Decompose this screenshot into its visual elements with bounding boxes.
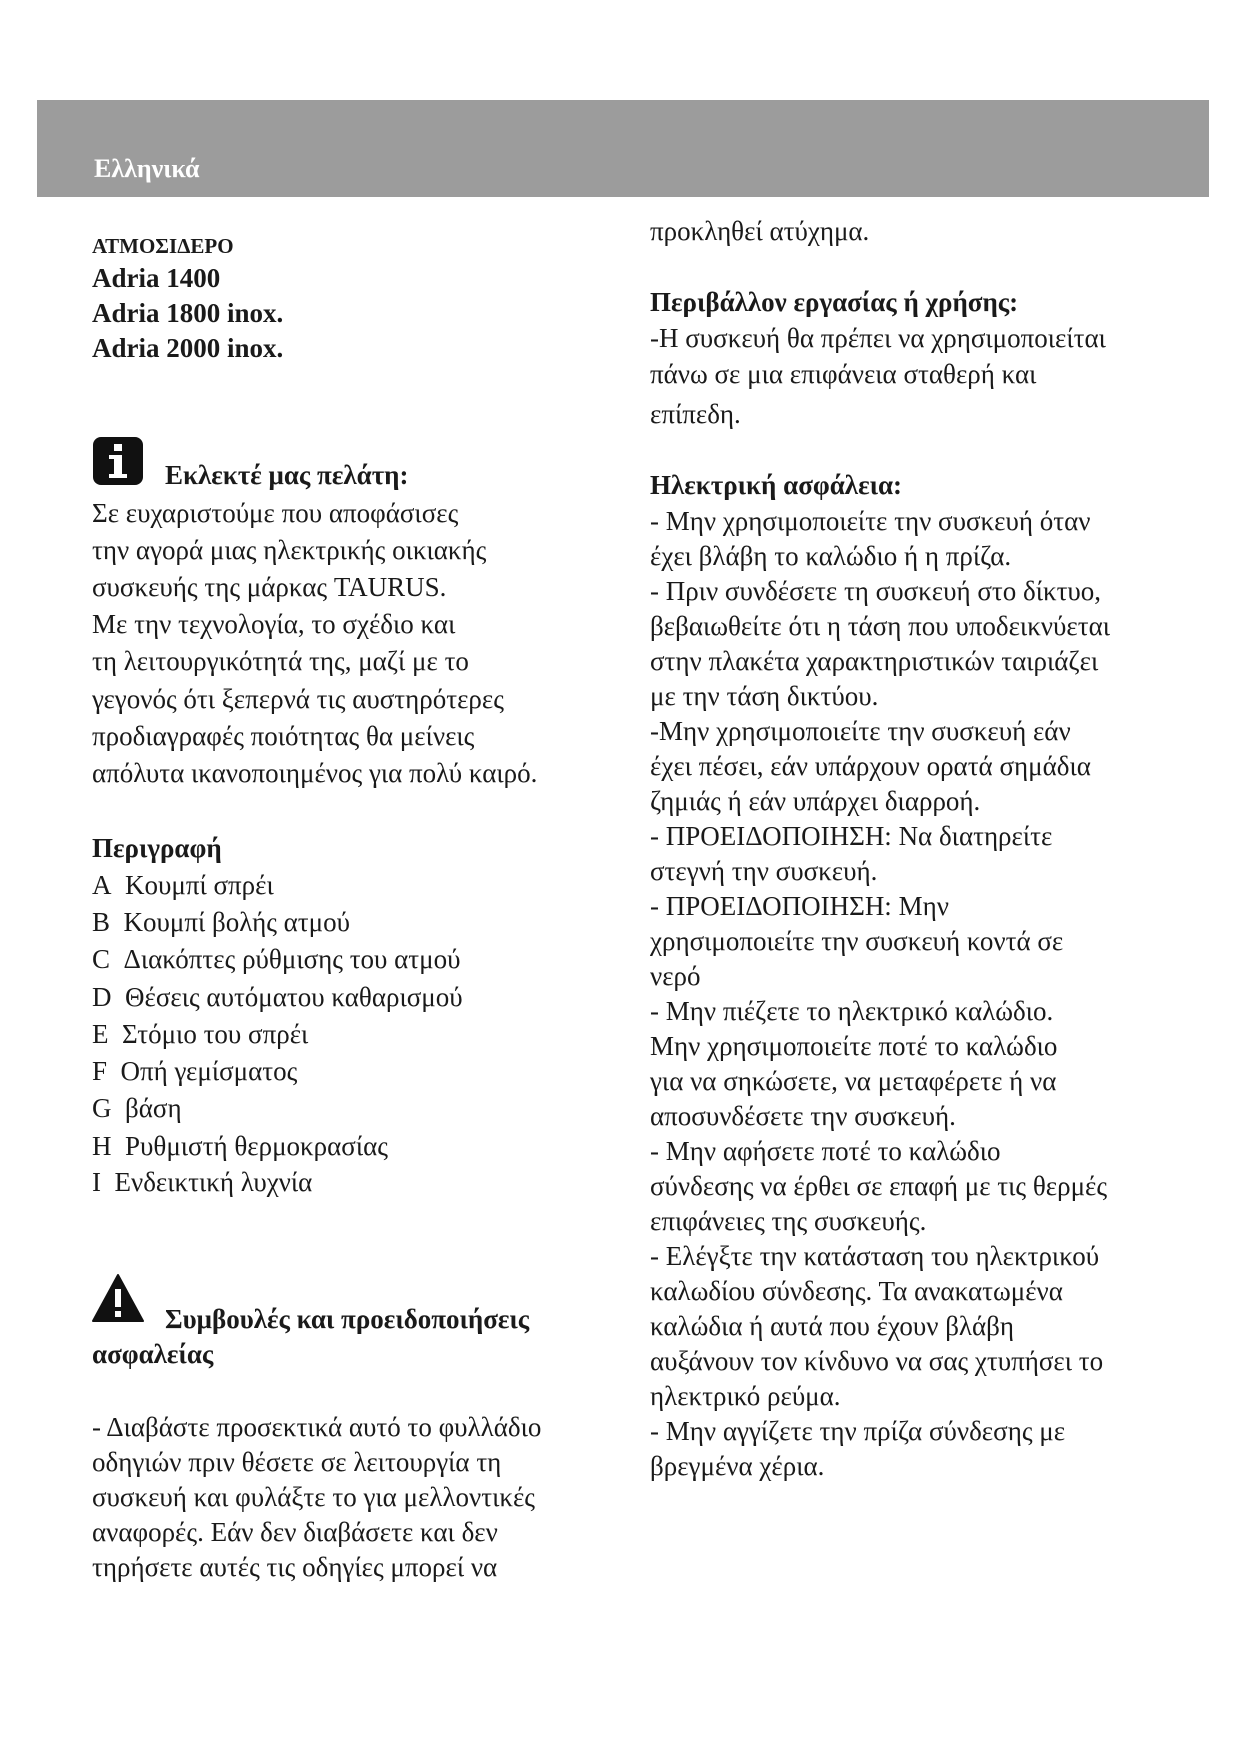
electrical-text-line: - Πριν συνδέσετε τη συσκευή στο δίκτυο,: [650, 576, 1102, 606]
electrical-text-line: στεγνή την συσκευή.: [650, 856, 878, 886]
electrical-text-line: βρεγμένα χέρια.: [650, 1451, 825, 1481]
continuation-text: προκληθεί ατύχημα.: [650, 216, 870, 246]
description-item: I Ενδεικτική λυχνία: [92, 1167, 313, 1197]
description-item: H Ρυθμιστή θερμοκρασίας: [92, 1131, 388, 1161]
environment-heading: Περιβάλλον εργασίας ή χρήσης:: [650, 287, 1019, 317]
safety-heading-continued: ασφαλείας: [92, 1339, 214, 1369]
safety-intro-line: συσκευή και φυλάξτε το για μελλοντικές: [92, 1482, 535, 1512]
safety-heading: Συμβουλές και προειδοποιήσεις: [165, 1304, 530, 1334]
environment-text-line: πάνω σε μια επιφάνεια σταθερή και: [650, 359, 1037, 389]
customer-text-line: τη λειτουργικότητά της, μαζί με το: [92, 646, 469, 676]
electrical-text-line: νερό: [650, 961, 701, 991]
electrical-text-line: αυξάνουν τον κίνδυνο να σας χτυπήσει το: [650, 1346, 1104, 1376]
customer-text-line: την αγορά μιας ηλεκτρικής οικιακής: [92, 535, 487, 565]
customer-text-line: Σε ευχαριστούμε που αποφάσισες: [92, 498, 459, 528]
description-item: B Κουμπί βολής ατμού: [92, 907, 350, 937]
description-item: F Οπή γεμίσματος: [92, 1056, 298, 1086]
electrical-text-line: - Ελέγξτε την κατάσταση του ηλεκτρικού: [650, 1241, 1100, 1271]
electrical-text-line: - Μην αφήσετε ποτέ το καλώδιο: [650, 1136, 1001, 1166]
electrical-text-line: στην πλακέτα χαρακτηριστικών ταιριάζει: [650, 646, 1099, 676]
info-icon: [92, 436, 144, 486]
safety-intro-line: τηρήσετε αυτές τις οδηγίες μπορεί να: [92, 1552, 498, 1582]
electrical-text-line: Μην χρησιμοποιείτε ποτέ το καλώδιο: [650, 1031, 1058, 1061]
customer-text-line: Με την τεχνολογία, το σχέδιο και: [92, 609, 456, 639]
description-item: C Διακόπτες ρύθμισης του ατμού: [92, 944, 461, 974]
model-name: Adria 1400: [92, 263, 221, 293]
electrical-text-line: καλωδίου σύνδεσης. Τα ανακατωμένα: [650, 1276, 1063, 1306]
customer-heading: Εκλεκτέ μας πελάτη:: [165, 460, 409, 490]
safety-intro-line: αναφορές. Εάν δεν διαβάσετε και δεν: [92, 1517, 498, 1547]
electrical-text-line: με την τάση δικτύου.: [650, 681, 879, 711]
customer-text-line: συσκευής της μάρκας TAURUS.: [92, 572, 447, 602]
electrical-text-line: - ΠΡΟΕΙΔΟΠΟΙΗΣΗ: Μην: [650, 891, 949, 921]
customer-text-line: γεγονός ότι ξεπερνά τις αυστηρότερες: [92, 684, 504, 714]
description-heading: Περιγραφή: [92, 833, 222, 863]
electrical-text-line: - ΠΡΟΕΙΔΟΠΟΙΗΣΗ: Να διατηρείτε: [650, 821, 1053, 851]
warning-icon: [92, 1273, 144, 1323]
electrical-text-line: έχει βλάβη το καλώδιο ή η πρίζα.: [650, 541, 1012, 571]
environment-text-line: -Η συσκευή θα πρέπει να χρησιμοποιείται: [650, 323, 1106, 353]
electrical-text-line: έχει πέσει, εάν υπάρχουν ορατά σημάδια: [650, 751, 1091, 781]
electrical-text-line: -Μην χρησιμοποιείτε την συσκευή εάν: [650, 716, 1071, 746]
header-bar: [37, 100, 1209, 197]
electrical-text-line: επιφάνειες της συσκευής.: [650, 1206, 927, 1236]
environment-text-line: επίπεδη.: [650, 399, 741, 429]
electrical-text-line: βεβαιωθείτε ότι η τάση που υποδεικνύεται: [650, 611, 1110, 641]
model-name: Adria 1800 inox.: [92, 298, 284, 328]
description-item: A Κουμπί σπρέι: [92, 870, 274, 900]
description-item: G βάση: [92, 1093, 182, 1123]
electrical-text-line: - Μην χρησιμοποιείτε την συσκευή όταν: [650, 506, 1091, 536]
safety-intro-line: οδηγιών πριν θέσετε σε λειτουργία τη: [92, 1447, 502, 1477]
electrical-text-line: - Μην αγγίζετε την πρίζα σύνδεσης με: [650, 1416, 1066, 1446]
electrical-text-line: καλώδια ή αυτά που έχουν βλάβη: [650, 1311, 1015, 1341]
electrical-text-line: - Μην πιέζετε το ηλεκτρικό καλώδιο.: [650, 996, 1054, 1026]
description-item: E Στόμιο του σπρέι: [92, 1019, 309, 1049]
model-name: Adria 2000 inox.: [92, 333, 284, 363]
electrical-text-line: σύνδεσης να έρθει σε επαφή με τις θερμές: [650, 1171, 1108, 1201]
electrical-text-line: αποσυνδέσετε την συσκευή.: [650, 1101, 956, 1131]
electrical-text-line: ηλεκτρικό ρεύμα.: [650, 1381, 841, 1411]
electrical-heading: Ηλεκτρική ασφάλεια:: [650, 470, 903, 500]
product-category: ΑΤΜΟΣΙΔΕΡΟ: [92, 234, 234, 258]
electrical-text-line: ζημιάς ή εάν υπάρχει διαρροή.: [650, 786, 981, 816]
safety-intro-line: - Διαβάστε προσεκτικά αυτό το φυλλάδιο: [92, 1412, 542, 1442]
customer-text-line: προδιαγραφές ποιότητας θα μείνεις: [92, 721, 475, 751]
customer-text-line: απόλυτα ικανοποιημένος για πολύ καιρό.: [92, 758, 538, 788]
description-item: D Θέσεις αυτόματου καθαρισμού: [92, 982, 463, 1012]
electrical-text-line: για να σηκώσετε, να μεταφέρετε ή να: [650, 1066, 1057, 1096]
electrical-text-line: χρησιμοποιείτε την συσκευή κοντά σε: [650, 926, 1064, 956]
page-language-title: Ελληνικά: [94, 154, 200, 183]
